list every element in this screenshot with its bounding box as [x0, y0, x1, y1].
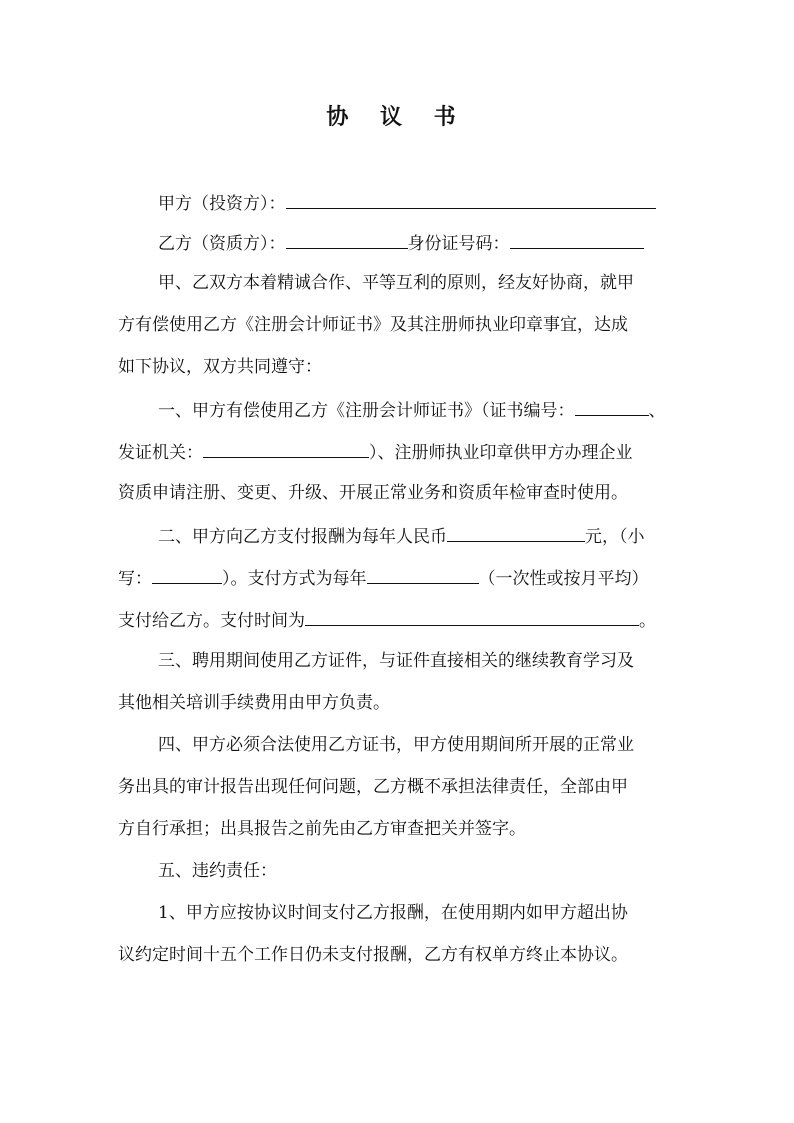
intro-line-1: 甲、乙双方本着精诚合作、平等互利的原则，经友好协商，就甲: [158, 273, 634, 293]
clause1-line-3: 资质申请注册、变更、升级、开展正常业务和资质年检审查时使用。: [118, 483, 628, 503]
fee-lowercase-blank: [152, 565, 222, 584]
clause1-text-b: 、: [648, 401, 666, 421]
clause3-line-2: 其他相关培训手续费用由甲方负责。: [118, 693, 390, 713]
clause1-text-c: 发证机关：: [118, 443, 203, 463]
party-a-label: 甲方（投资方）：: [158, 194, 286, 214]
party-a-blank: [286, 190, 656, 209]
document-title: 协 议 书: [326, 104, 468, 130]
intro-line-2: 方有偿使用乙方《注册会计师证书》及其注册师执业印章事宜，达成: [118, 315, 628, 335]
clause4-line-3: 方自行承担；出具报告之前先由乙方审查把关并签字。: [118, 819, 526, 839]
issuing-authority-blank: [203, 439, 369, 458]
clause2-line-1: [158, 523, 728, 549]
clause4-line-1: 四、甲方必须合法使用乙方证书，甲方使用期间所开展的正常业: [158, 735, 634, 755]
clause1-text-d: ）、注册师执业印章供甲方办理企业: [369, 443, 633, 463]
clause2-text-c: 写：: [118, 569, 152, 589]
party-b-line: [158, 230, 728, 256]
clause2-line-2: [118, 565, 688, 591]
clause2-text-g: 。: [639, 611, 656, 631]
party-b-blank: [286, 230, 408, 249]
party-a-line: [158, 190, 728, 216]
clause2-text-f: 支付给乙方。支付时间为: [118, 611, 305, 631]
certificate-number-blank: [575, 397, 649, 416]
id-number-label: 身份证号码：: [407, 234, 510, 254]
id-number-blank: [510, 230, 644, 249]
intro-line-3: 如下协议，双方共同遵守：: [118, 357, 322, 377]
party-b-label: 乙方（资质方）：: [158, 234, 286, 254]
clause1-text-a: 一、甲方有偿使用乙方《注册会计师证书》（证书编号：: [158, 401, 575, 421]
annual-fee-blank: [447, 523, 585, 542]
payment-time-blank: [305, 607, 639, 626]
payment-method-blank: [367, 565, 479, 584]
clause4-line-2: 务出具的审计报告出现任何问题，乙方概不承担法律责任，全部由甲: [118, 777, 628, 797]
clause5-heading: 五、违约责任：: [158, 861, 277, 881]
clause1-line-2: [118, 439, 688, 465]
clause5-item1-line-1: 1、甲方应按协议时间支付乙方报酬，在使用期内如甲方超出协: [158, 903, 628, 923]
clause2-text-a: 二、甲方向乙方支付报酬为每年人民币: [158, 527, 447, 547]
clause2-text-e: （一次性或按月平均）: [478, 569, 649, 589]
clause2-text-b: 元，（小: [585, 527, 645, 547]
clause5-item1-line-2: 议约定时间十五个工作日仍未支付报酬，乙方有权单方终止本协议。: [118, 945, 628, 965]
clause1-line-1: [158, 397, 728, 423]
clause3-line-1: 三、聘用期间使用乙方证件，与证件直接相关的继续教育学习及: [158, 651, 634, 671]
clause2-line-3: [118, 607, 688, 633]
clause2-text-d: ）。支付方式为每年: [222, 569, 367, 589]
